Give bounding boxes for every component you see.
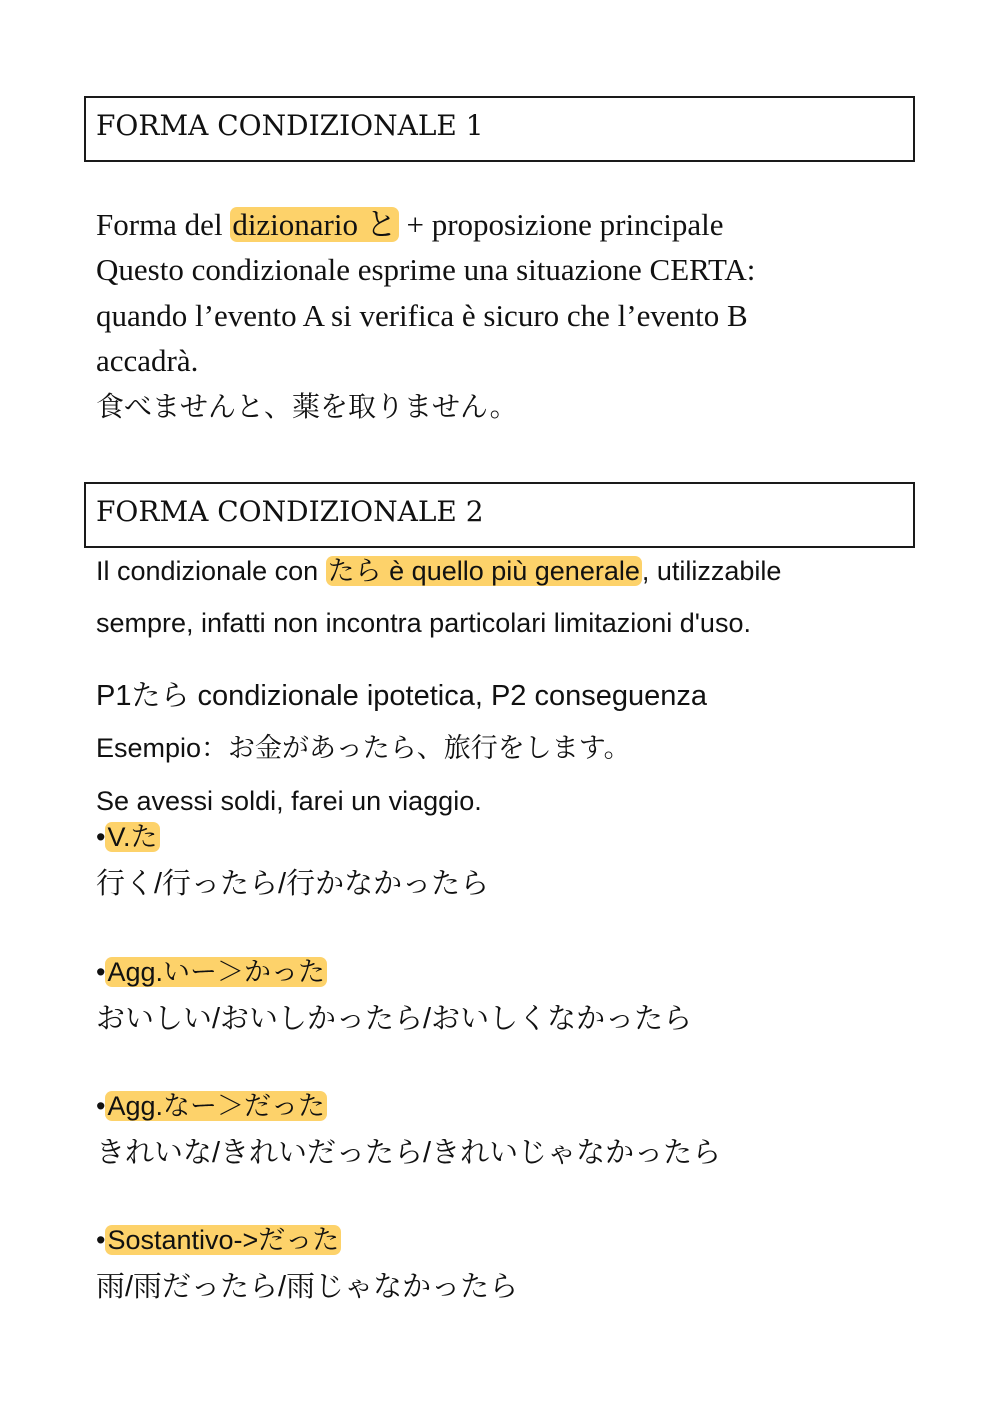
rule-noun-forms: 雨/雨だったら/雨じゃなかったら [96, 1271, 519, 1303]
rule-noun-label [96, 1223, 341, 1257]
rule-noun-highlight: Sostantivo->だった [107, 1225, 340, 1255]
rule-na-adjective-forms: きれいな/きれいだったら/きれいじゃなかったら [96, 1137, 722, 1169]
section2-example [96, 731, 631, 765]
section1-rule [96, 205, 724, 245]
section2-intro-line-1 [96, 554, 781, 588]
rule-i-adjective-forms: おいしい/おいしかったら/おいしくなかったら [96, 1003, 693, 1035]
section2-heading: FORMA CONDIZIONALE 2 [96, 495, 484, 528]
section2-heading-box [84, 482, 915, 548]
rule-bullet: • [96, 1091, 106, 1121]
rule-i-adjective-highlight: Agg.いー＞かった [107, 957, 325, 987]
rule-verb-label [96, 820, 160, 854]
section2-intro-suffix: , utilizzabile [641, 556, 782, 586]
section1-example: 食べませんと、薬を取りません。 [96, 390, 518, 423]
rule-na-adjective-highlight: Agg.なー＞だった [107, 1091, 325, 1121]
section2-structure: P1たら condizionale ipotetica, P2 conseguenza [96, 680, 707, 712]
rule-i-adjective-label [96, 955, 327, 989]
rule-na-adjective-label [96, 1089, 327, 1123]
section1-heading: FORMA CONDIZIONALE 1 [96, 109, 484, 142]
section1-heading-box [84, 96, 915, 162]
rule-bullet: • [96, 957, 106, 987]
section1-rule-highlight: dizionario と [232, 207, 397, 242]
section1-rule-prefix: Forma del [96, 207, 231, 242]
section2-example-jp: ：お金があったら、旅行をします。 [201, 733, 631, 763]
section2-example-label: Esempio [96, 733, 202, 763]
section1-description-line-2: quando l’evento A si verifica è sicuro che l’evento B [96, 298, 748, 333]
rule-bullet: • [96, 1225, 106, 1255]
section2-example-translation: Se avessi soldi, farei un viaggio. [96, 786, 482, 816]
section2-intro-highlight: たら è quello più generale [327, 556, 640, 586]
section1-description-line-1: Questo condizionale esprime una situazione CERTA: [96, 252, 756, 287]
rule-bullet: • [96, 822, 106, 852]
section1-description-line-3: accadrà. [96, 343, 199, 378]
section2-intro-line-2: sempre, infatti non incontra particolari limitazioni d'uso. [96, 608, 751, 638]
section2-intro-prefix: Il condizionale con [96, 556, 326, 586]
rule-verb-highlight: V.た [107, 822, 158, 852]
section1-rule-suffix: + proposizione principale [398, 207, 724, 242]
rule-verb-forms: 行く/行ったら/行かなかったら [96, 868, 490, 900]
